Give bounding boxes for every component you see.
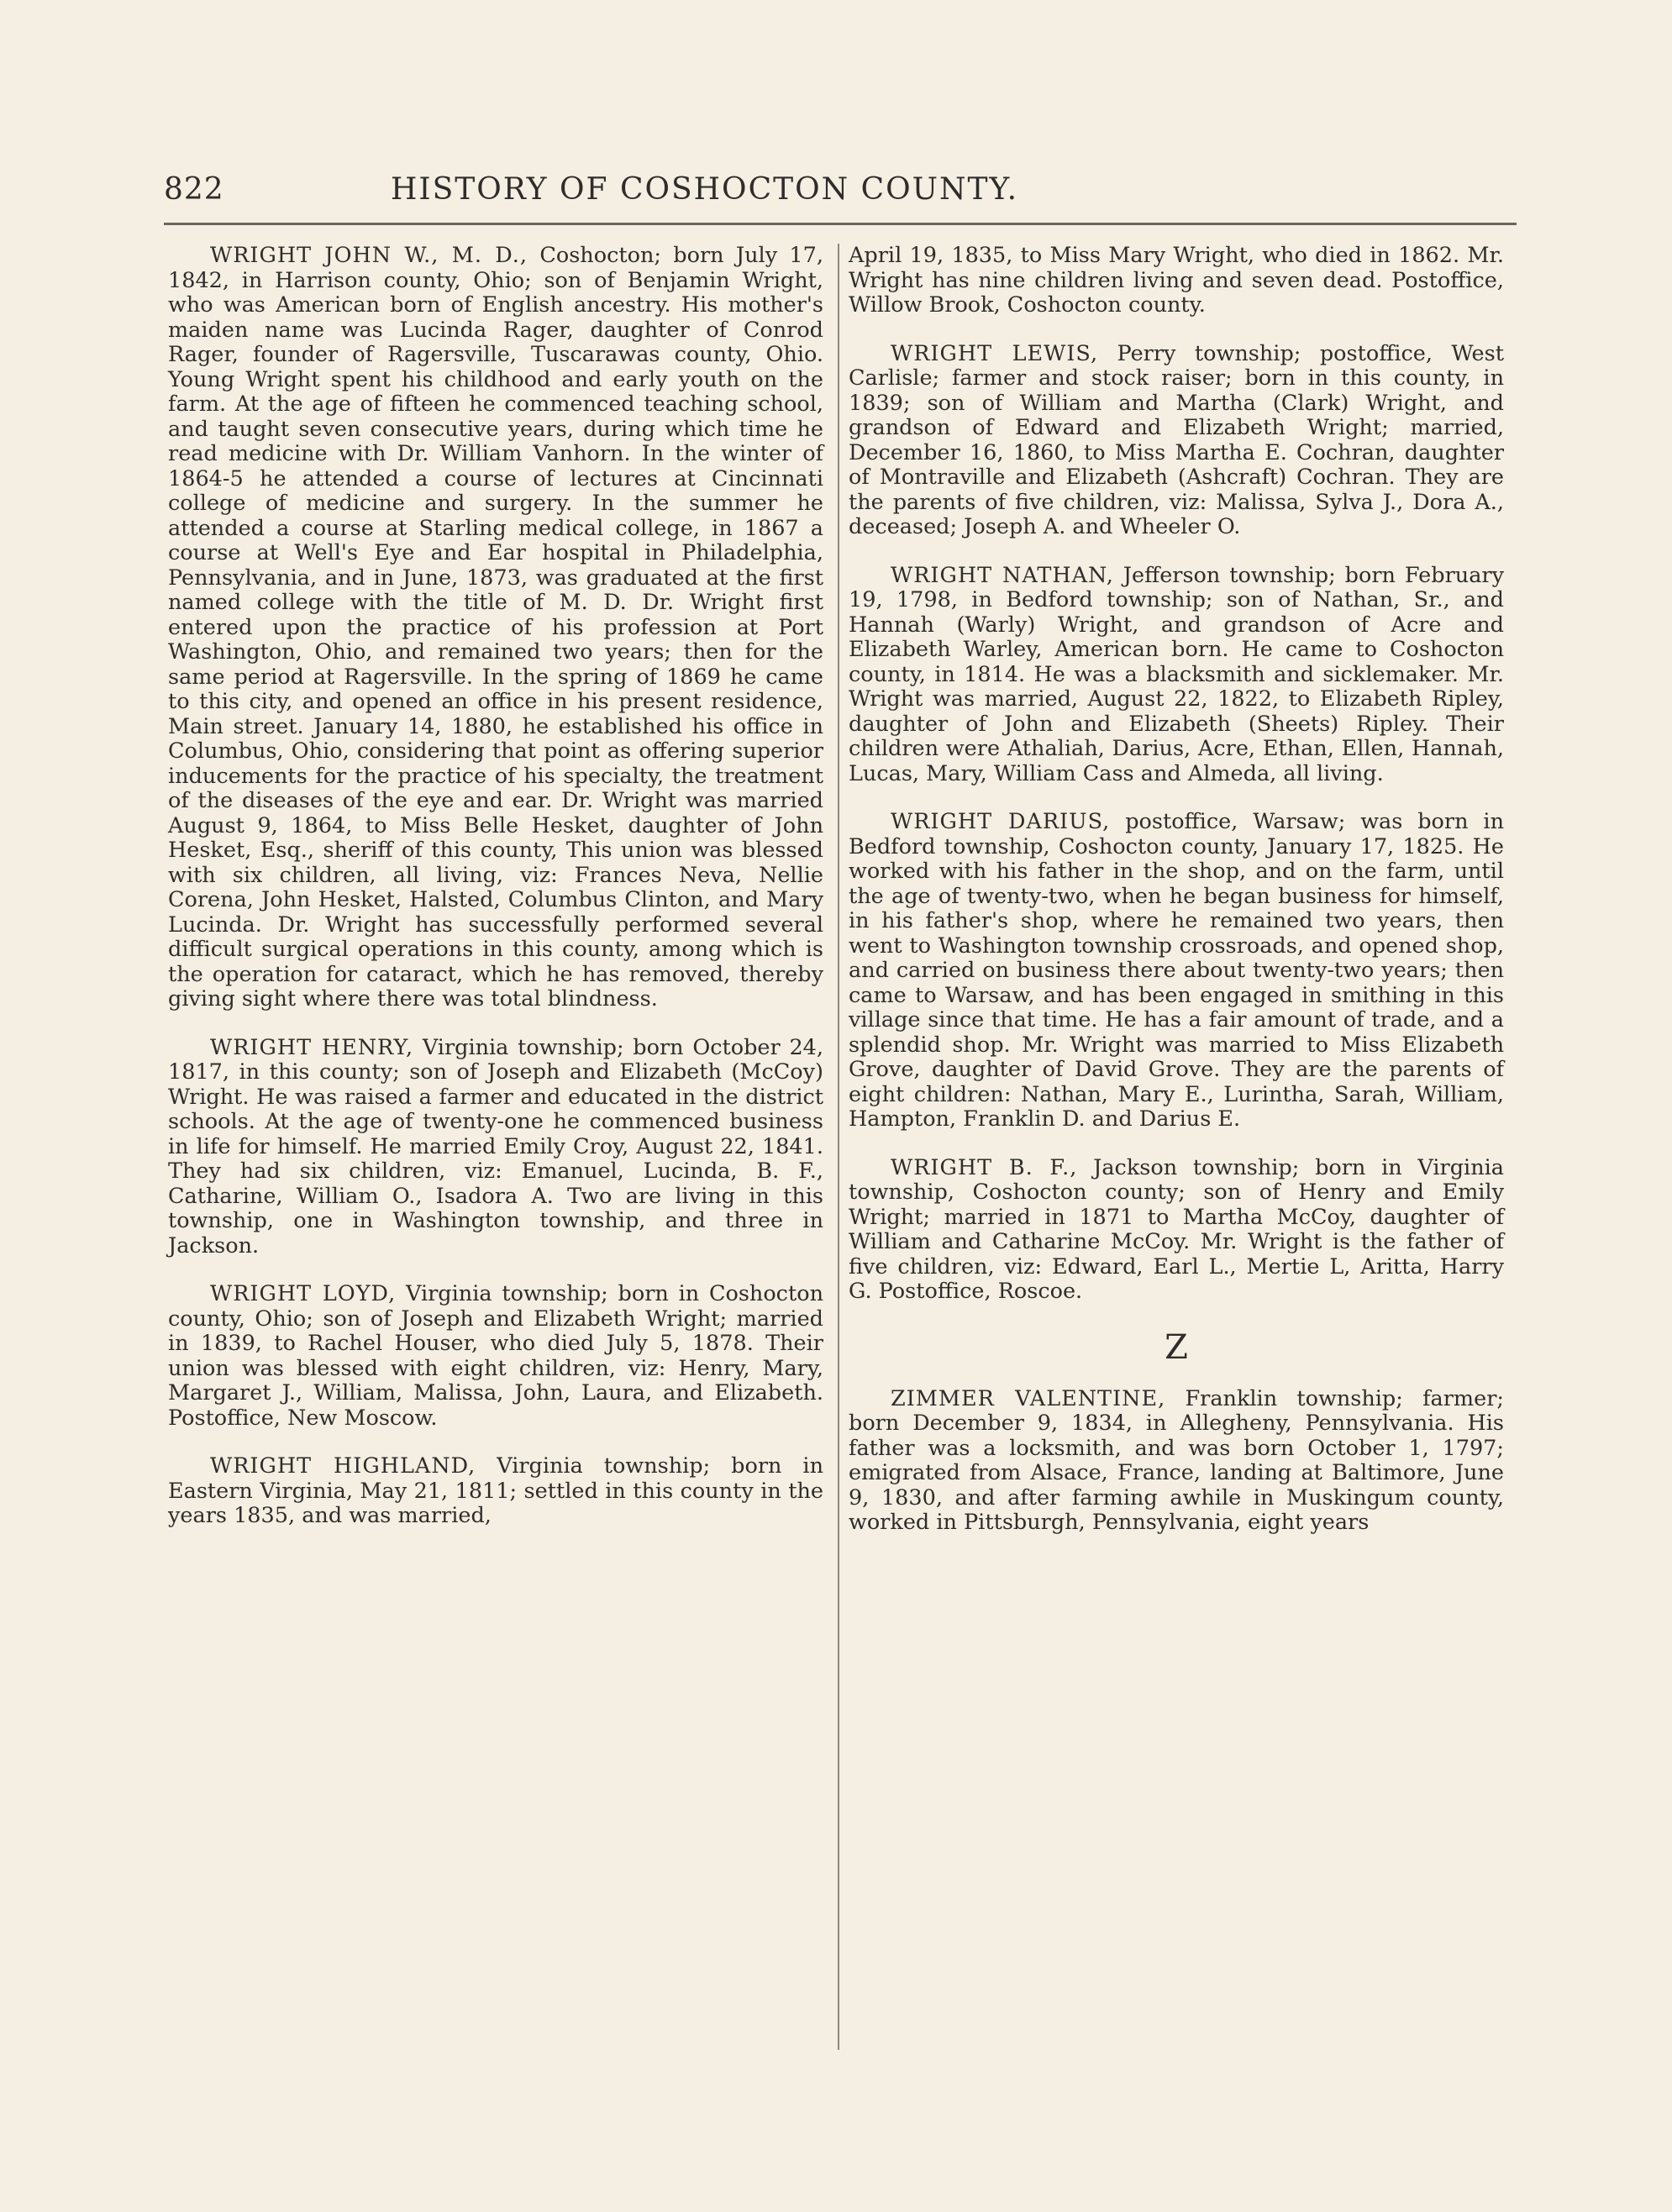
header-rule [164, 223, 1517, 225]
entry-name: WRIGHT DARIUS, [891, 809, 1111, 834]
entry-name: WRIGHT LEWIS, [891, 340, 1099, 366]
entry-name: ZIMMER VALENTINE, [891, 1385, 1166, 1411]
right-column [849, 244, 1504, 1559]
entry-wright-highland [168, 1454, 823, 1529]
entry-wright-nathan [849, 564, 1504, 787]
entry-wright-bf [849, 1156, 1504, 1305]
entry-text: Jefferson township; born February 19, 1798, in Bedford township; son of Nathan, Sr., and Hannah (Warly) Wright, and grandson of Acre and Elizabeth Warley, American born. He came to Coshocton county, in 1814. He was a blacksmith and sicklemaker. Mr. Wright was married, August 22, 1822, to Elizabeth Ripley, daughter of John and Elizabeth (Sheets) Ripley. Their children were Athaliah, Darius, Acre, Ethan, Ellen, Hannah, Lucas, Mary, William Cass and Almeda, all living. [849, 562, 1504, 786]
entry-name: WRIGHT B. F., [891, 1154, 1078, 1180]
entry-text: Virginia township; born in Coshocton county, Ohio; son of Joseph and Elizabeth Wright; married in 1839, to Rachel Houser, who died July 5, 1878. Their union was blessed with eight children, viz: Henry, Mary, Margaret J., William, Malissa, John, Laura, and Elizabeth. Postoffice, New Moscow. [168, 1281, 823, 1431]
entry-name: WRIGHT HIGHLAND, [210, 1453, 476, 1479]
entry-wright-lewis [849, 342, 1504, 540]
entry-text: postoffice, Warsaw; was born in Bedford township, Coshocton county, January 17, 1825. He worked with his father in the shop, and on the farm, until the age of twenty-two, when he began business for himself, in his father's shop, where he remained two years, then went to Washington township crossroads, and opened shop, and carried on business there about twenty-two years; then came to Warsaw, and has been engaged in smithing in this village since that time. He has a fair amount of trade, and a splendid shop. Mr. Wright was married to Miss Elizabeth Grove, daughter of David Grove. They are the parents of eight children: Nathan, Mary E., Lurintha, Sarah, William, Hampton, Franklin D. and Darius E. [849, 809, 1504, 1132]
entry-name: WRIGHT JOHN W., M. D., [210, 243, 528, 268]
section-letter: Z [1165, 1327, 1188, 1367]
entry-wright-darius [849, 810, 1504, 1132]
entry-text: Coshocton; born July 17, 1842, in Harrison county, Ohio; son of Benjamin Wright, who was American born of English ancestry. His mother's maiden name was Lucinda Rager, daughter of Conrod Rager, founder of Ragersville, Tuscarawas county, Ohio. Young Wright spent his childhood and early youth on the farm. At the age of fifteen he commenced teaching school, and taught seven consecutive years, during which time he read medicine with Dr. William Vanhorn. In the winter of 1864-5 he attended a course of lectures at Cincinnati college of medicine and surgery. In the summer he attended a course at Starling medical college, in 1867 a course at Well's Eye and Ear hospital in Philadelphia, Pennsylvania, and in June, 1873, was graduated at the first named college with the title of M. D. Dr. Wright first entered upon the practice of his profession at Port Washington, Ohio, and remained two years; then for the same period at Ragersville. In the spring of 1869 he came to this city, and opened an office in his present residence, Main street. January 14, 1880, he established his office in Columbus, Ohio, considering that point as offering superior inducements for the practice of his specialty, the treatment of the diseases of the eye and ear. Dr. Wright was married August 9, 1864, to Miss Belle Hesket, daughter of John Hesket, Esq., sheriff of this county, This union was blessed with six children, all living, viz: Frances Neva, Nellie Corena, John Hesket, Halsted, Columbus Clinton, and Mary Lucinda. Dr. Wright has successfully performed several difficult surgical operations in this county, among which is the operation for cataract, which he has removed, thereby giving sight where there was total blindness. [168, 243, 823, 1011]
page-header [164, 172, 1525, 223]
entry-continuation: April 19, 1835, to Miss Mary Wright, who died in 1862. Mr. Wright has nine children living and seven dead. Postoffice, Willow Brook, Coshocton county. [849, 243, 1504, 318]
entry-text: Virginia township; born October 24, 1817, in this county; son of Joseph and Elizabeth (McCoy) Wright. He was raised a farmer and educated in the district schools. At the age of twenty-one he commenced business in life for himself. He married Emily Croy, August 22, 1841. They had six children, viz: Emanuel, Lucinda, B. F., Catharine, William O., Isadora A. Two are living in this township, one in Washington township, and three in Jackson. [168, 1034, 824, 1258]
entry-wright-john [168, 244, 823, 1012]
entry-text: Jackson township; born in Virginia township, Coshocton county; son of Henry and Emily Wright; married in 1871 to Martha McCoy, daughter of William and Catharine McCoy. Mr. Wright is the father of five children, viz: Edward, Earl L., Mertie L, Aritta, Harry G. Postoffice, Roscoe. [849, 1154, 1504, 1304]
entry-wright-loyd [168, 1282, 823, 1431]
entry-text: Virginia township; born in Eastern Virginia, May 21, 1811; settled in this county in the years 1835, and was married, [168, 1453, 823, 1528]
column-divider [838, 244, 839, 2050]
entry-wright-henry [168, 1036, 823, 1259]
running-title: HISTORY OF COSHOCTON COUNTY. [391, 172, 1019, 207]
entry-zimmer-valentine [849, 1387, 1504, 1536]
page-number: 822 [164, 172, 224, 207]
entry-text: Franklin township; farmer; born December 9, 1834, in Allegheny, Pennsylvania. His father was a locksmith, and was born October 1, 1797; emigrated from Alsace, France, landing at Baltimore, June 9, 1830, and after farming awhile in Muskingum county, worked in Pittsburgh, Pennsylvania, eight years [849, 1385, 1504, 1535]
entry-text: Perry township; postoffice, West Carlisle; farmer and stock raiser; born in this county, in 1839; son of William and Martha (Clark) Wright, and grandson of Edward and Elizabeth Wright; married, December 16, 1860, to Miss Martha E. Cochran, daughter of Montraville and Elizabeth (Ashcraft) Cochran. They are the parents of five children, viz: Malissa, Sylva J., Dora A., deceased; Joseph A. and Wheeler O. [849, 340, 1504, 539]
entry-name: WRIGHT HENRY, [210, 1034, 414, 1060]
entry-name: WRIGHT NATHAN, [891, 562, 1114, 588]
entry-name: WRIGHT LOYD, [210, 1281, 397, 1306]
left-column [168, 244, 823, 1553]
